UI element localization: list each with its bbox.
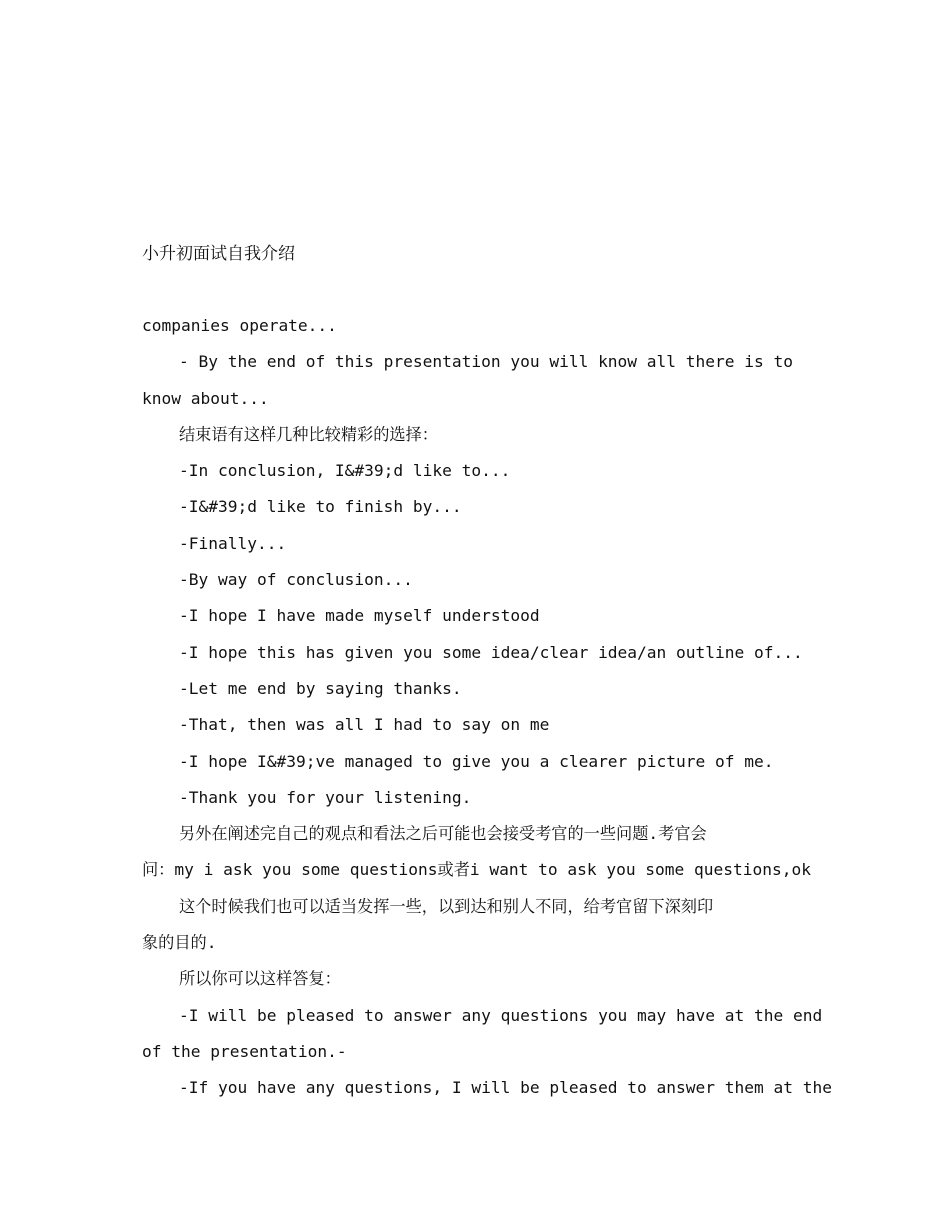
text-line: 象的目的. <box>142 933 217 953</box>
text-line: -That, then was all I had to say on me <box>179 715 550 735</box>
document-title: 小升初面试自我介绍 <box>142 244 295 264</box>
text-line: -I will be pleased to answer any questions you may have at the end <box>179 1005 823 1025</box>
text-line: 结束语有这样几种比较精彩的选择： <box>179 424 438 444</box>
text-line: -Let me end by saying thanks. <box>179 678 462 698</box>
text-line: - By the end of this presentation you will know all there is to <box>179 352 793 372</box>
text-line: -If you have any questions, I will be pleased to answer them at the <box>179 1078 832 1098</box>
text-line: companies operate... <box>142 316 337 335</box>
text-line: -Finally... <box>179 533 287 553</box>
text-line: -I hope I&#39;ve managed to give you a clearer picture of me. <box>179 751 774 771</box>
text-line: -In conclusion, I&#39;d like to... <box>179 461 511 481</box>
text-line: -Thank you for your listening. <box>179 787 472 807</box>
text-line: know about... <box>142 388 269 408</box>
text-line: 这个时候我们也可以适当发挥一些，以到达和别人不同，给考官留下深刻印 <box>179 896 714 916</box>
text-line: 所以你可以这样答复： <box>179 969 341 989</box>
text-line: -By way of conclusion... <box>179 570 413 590</box>
text-line: -I&#39;d like to finish by... <box>179 497 462 517</box>
text-line: 问：my i ask you some questions或者i want to ask you some questions,ok <box>142 860 811 880</box>
text-line: 另外在阐述完自己的观点和看法之后可能也会接受考官的一些问题.考官会 <box>179 824 707 844</box>
text-line: of the presentation.- <box>142 1041 347 1061</box>
text-line: -I hope I have made myself understood <box>179 606 540 626</box>
text-line: -I hope this has given you some idea/clear idea/an outline of... <box>179 642 803 662</box>
document-body <box>142 314 832 1113</box>
